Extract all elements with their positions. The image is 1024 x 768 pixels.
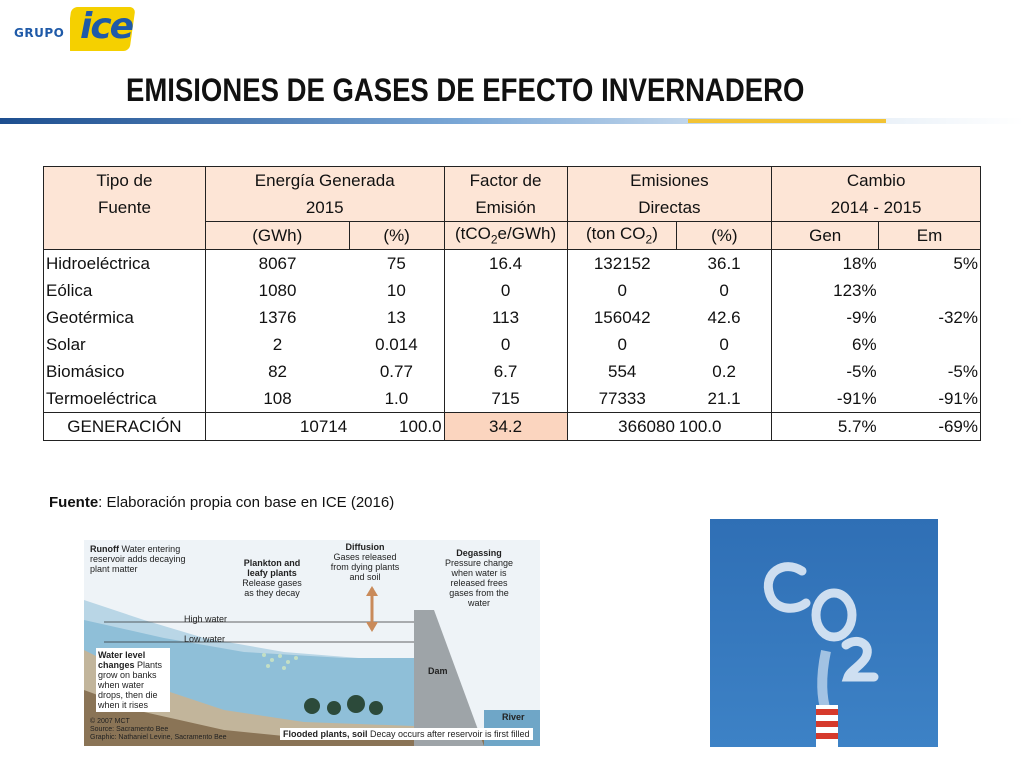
table-row xyxy=(44,331,981,358)
cell-gen: 6% xyxy=(772,331,879,358)
cell-factor: 0 xyxy=(444,277,567,304)
cell-em xyxy=(879,277,981,304)
table-row xyxy=(44,250,981,278)
cell-factor: 715 xyxy=(444,385,567,413)
water-level-label: Water level changes Plants grow on banks when water drops, then die when it rises xyxy=(96,648,170,712)
cell-gen: -9% xyxy=(772,304,879,331)
cell-ton: 132152 xyxy=(593,253,651,273)
units-ton: (ton $CO_2$) xyxy=(567,222,677,250)
cell-ton: 77333 xyxy=(598,388,646,408)
total-fuente: GENERACIÓN xyxy=(44,413,206,441)
cell-em xyxy=(879,331,981,358)
emissions-table xyxy=(43,166,981,441)
page-title: EMISIONES DE GASES DE EFECTO INVERNADERO xyxy=(126,72,805,108)
cell-factor: 0 xyxy=(444,331,567,358)
table-row xyxy=(44,304,981,331)
cell-fuente: Hidroeléctrica xyxy=(44,250,206,278)
table-row xyxy=(44,277,981,304)
cell-pct: 10 xyxy=(386,280,406,300)
title-rule-accent xyxy=(688,119,886,123)
header-factor: Factor de Emisión xyxy=(444,167,567,222)
table-header-row xyxy=(44,167,981,222)
degassing-label: Degassing Pressure change when water is released frees gases from the water xyxy=(444,548,514,608)
ice-logo xyxy=(10,4,135,54)
cell-ton: 554 xyxy=(608,361,637,381)
low-water-label: Low water xyxy=(184,634,226,644)
logo-mark: ice xyxy=(80,6,133,47)
cell-pct: 0.014 xyxy=(375,334,418,354)
cell-pct2: 0.2 xyxy=(712,361,736,381)
total-pct: 100.0 xyxy=(349,413,444,441)
cell-pct: 0.77 xyxy=(379,361,413,381)
header-emisiones: Emisiones Directas xyxy=(567,167,772,222)
table-row xyxy=(44,358,981,385)
cell-factor: 6.7 xyxy=(444,358,567,385)
cell-em: -91% xyxy=(879,385,981,413)
total-ton: 366080 xyxy=(567,413,677,441)
units-em: Em xyxy=(879,222,981,250)
cell-pct2: 42.6 xyxy=(707,307,741,327)
units-gwh: (GWh) xyxy=(205,222,349,250)
plankton-label: Plankton and leafy plants Release gases as they decay xyxy=(242,558,302,598)
source-note xyxy=(49,494,394,511)
co2-photo-illustration xyxy=(710,519,938,747)
logo-word: GRUPO xyxy=(14,26,65,40)
total-gwh: 10714 xyxy=(205,413,349,441)
high-water-label: High water xyxy=(184,614,228,624)
cell-pct: 13 xyxy=(386,307,406,327)
total-gen: 5.7% xyxy=(772,413,879,441)
header-tipo: Tipo de Fuente xyxy=(44,167,206,222)
cell-factor: 113 xyxy=(444,304,567,331)
cell-pct2: 36.1 xyxy=(707,253,741,273)
flooded-label: Flooded plants, soil Decay occurs after reservoir is first filled xyxy=(280,728,533,740)
source-label: Fuente xyxy=(49,494,99,511)
cell-pct2: 21.1 xyxy=(707,388,741,408)
total-factor: 34.2 xyxy=(444,413,567,441)
cell-gwh: 2 xyxy=(272,334,283,354)
cell-fuente: Eólica xyxy=(44,277,206,304)
total-pct2: 100.0 xyxy=(677,413,772,441)
cell-gwh: 82 xyxy=(268,361,287,381)
table-total-row xyxy=(44,413,981,441)
co2-smokestack-photo xyxy=(710,519,938,747)
diffusion-label: Diffusion Gases released from dying plants and soil xyxy=(330,542,400,582)
units-blank xyxy=(44,222,206,250)
cell-gen: -5% xyxy=(772,358,879,385)
units-gen: Gen xyxy=(772,222,879,250)
cell-pct: 1.0 xyxy=(384,388,409,408)
cell-fuente: Solar xyxy=(44,331,206,358)
cell-ton: 0 xyxy=(617,334,627,354)
units-pct2: (%) xyxy=(677,222,772,250)
source-text: : Elaboración propia con base en ICE (2016) xyxy=(98,494,395,511)
runoff-label: Runoff Water entering reservoir adds decaying plant matter xyxy=(90,544,186,574)
cell-ton: 156042 xyxy=(593,307,651,327)
cell-factor: 16.4 xyxy=(444,250,567,278)
cell-em: -5% xyxy=(879,358,981,385)
cell-pct: 75 xyxy=(386,253,406,273)
dam-label: Dam xyxy=(428,666,448,676)
hydro-reservoir-diagram xyxy=(84,540,540,746)
table-units-row xyxy=(44,222,981,250)
cell-fuente: Termoeléctrica xyxy=(44,385,206,413)
cell-gwh: 8067 xyxy=(258,253,297,273)
cell-fuente: Geotérmica xyxy=(44,304,206,331)
units-pct: (%) xyxy=(349,222,444,250)
total-em: -69% xyxy=(879,413,981,441)
cell-fuente: Biomásico xyxy=(44,358,206,385)
cell-ton: 0 xyxy=(617,280,627,300)
cell-gwh: 1080 xyxy=(258,280,297,300)
cell-gwh: 108 xyxy=(263,388,292,408)
header-energia: Energía Generada 2015 xyxy=(205,167,444,222)
cell-gen: 18% xyxy=(772,250,879,278)
cell-em: -32% xyxy=(879,304,981,331)
river-label: River xyxy=(502,712,525,722)
units-factor: (tCO$_2$e/GWh) xyxy=(444,222,567,250)
cell-gen: 123% xyxy=(772,277,879,304)
cell-gen: -91% xyxy=(772,385,879,413)
table-row xyxy=(44,385,981,413)
cell-pct2: 0 xyxy=(719,334,729,354)
cell-em: 5% xyxy=(879,250,981,278)
header-cambio: Cambio 2014 - 2015 xyxy=(772,167,981,222)
cell-gwh: 1376 xyxy=(258,307,297,327)
cell-pct2: 0 xyxy=(719,280,729,300)
diagram-credit: © 2007 MCT Source: Sacramento Bee Graphic: Nathaniel Levine, Sacramento Bee xyxy=(90,718,227,741)
